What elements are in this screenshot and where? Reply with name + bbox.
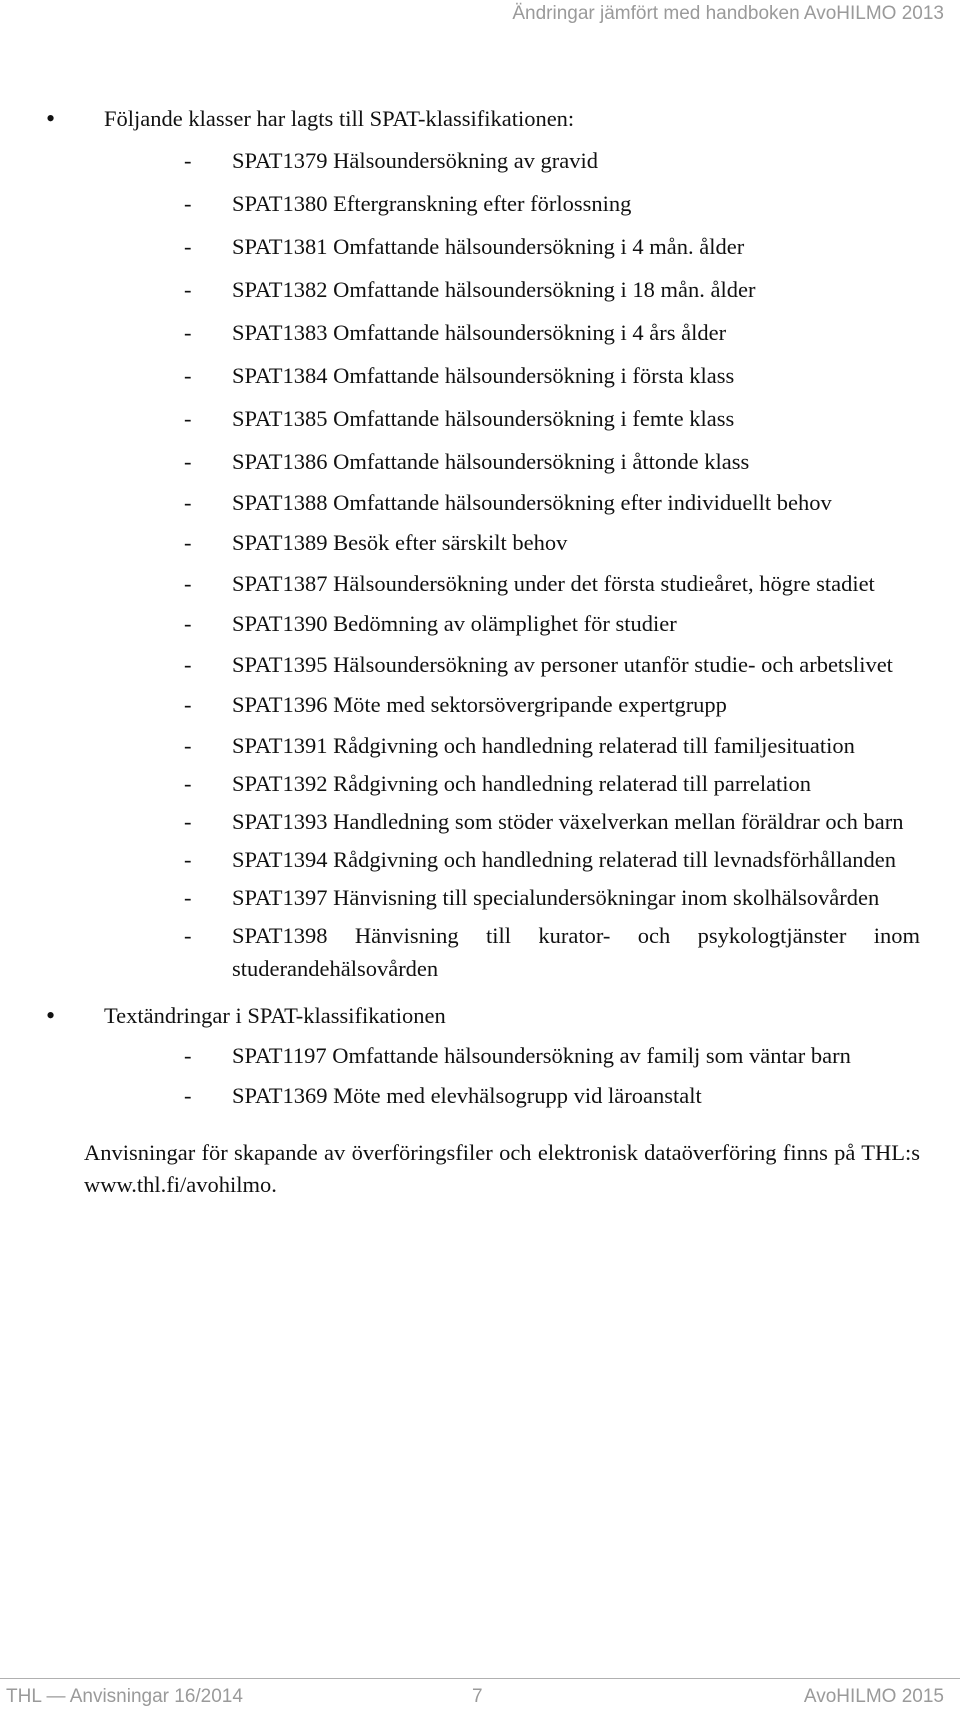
note-paragraph: Anvisningar för skapande av överföringsfiler och elektronisk dataöverföring finns på THL:s www.thl.fi/avohilmo. [84, 1140, 920, 1197]
list-item: - SPAT1385 Omfattande hälsoundersökning i femte klass [184, 406, 735, 431]
list-item: - SPAT1389 Besök efter särskilt behov [184, 530, 568, 555]
list-item: - SPAT1382 Omfattande hälsoundersökning i 18 mån. ålder [184, 277, 756, 302]
list-item: - SPAT1380 Eftergranskning efter förlossning [184, 191, 632, 216]
list-item: - SPAT1391 Rådgivning och handledning relaterad till familjesituation [184, 733, 855, 758]
list-item: - SPAT1392 Rådgivning och handledning relaterad till parrelation [184, 771, 812, 796]
list-item: - SPAT1197 Omfattande hälsoundersökning av familj som väntar barn [184, 1043, 851, 1068]
list-item: - SPAT1388 Omfattande hälsoundersökning efter individuellt behov [184, 490, 832, 515]
bullet-icon: • [46, 1001, 56, 1030]
list-item: - SPAT1386 Omfattande hälsoundersökning i åttonde klass [184, 449, 750, 474]
list-item: - SPAT1395 Hälsoundersökning av personer utanför studie- och arbetslivet [184, 652, 893, 677]
list-item: - SPAT1369 Möte med elevhälsogrupp vid läroanstalt [184, 1083, 702, 1108]
section-heading: Följande klasser har lagts till SPAT-klassifikationen: [104, 106, 575, 131]
footer-product: AvoHILMO 2015 [803, 1686, 944, 1707]
list-item: - SPAT1396 Möte med sektorsövergripande expertgrupp [184, 692, 727, 717]
footer-publication: THL — Anvisningar 16/2014 [6, 1686, 243, 1707]
page-footer [0, 1675, 960, 1715]
list-item: - SPAT1387 Hälsoundersökning under det första studieåret, högre stadiet [184, 571, 875, 596]
list-item: - SPAT1393 Handledning som stöder växelverkan mellan föräldrar och barn [184, 809, 904, 834]
section-heading: Textändringar i SPAT-klassifikationen [104, 1003, 446, 1028]
list-item: - SPAT1397 Hänvisning till specialundersökningar inom skolhälsovården [184, 885, 880, 910]
list-item: - SPAT1398 Hänvisning till kurator- och psykologtjänster inom studerandehälsovården [184, 923, 920, 981]
footer-divider [0, 1678, 960, 1679]
section-text-changes [0, 997, 960, 1115]
list-item: - SPAT1383 Omfattande hälsoundersökning i 4 års ålder [184, 320, 727, 345]
list-item: - SPAT1379 Hälsoundersökning av gravid [184, 148, 599, 173]
bullet-icon: • [46, 104, 56, 133]
document-body [0, 100, 960, 1201]
list-item: - SPAT1381 Omfattande hälsoundersökning i 4 mån. ålder [184, 234, 745, 259]
added-classes-list [104, 142, 960, 985]
section-added-classes [0, 100, 960, 985]
list-item: - SPAT1394 Rådgivning och handledning relaterad till levnadsförhållanden [184, 847, 897, 872]
list-item: - SPAT1384 Omfattande hälsoundersökning i första klass [184, 363, 735, 388]
list-item: - SPAT1390 Bedömning av olämplighet för studier [184, 611, 677, 636]
page-number: 7 [472, 1686, 483, 1707]
text-changes-list [104, 1039, 960, 1115]
running-header: Ändringar jämfört med handboken AvoHILMO 2013 [512, 3, 944, 24]
